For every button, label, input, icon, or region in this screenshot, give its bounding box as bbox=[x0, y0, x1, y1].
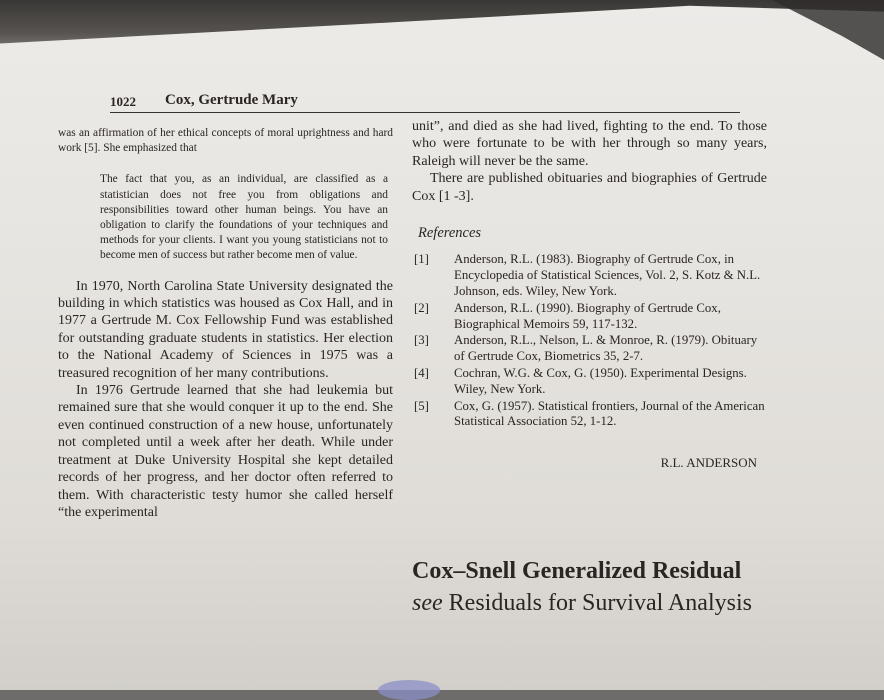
right-column bbox=[412, 118, 767, 472]
finger-shadow bbox=[378, 680, 440, 700]
reference-number: [2] bbox=[414, 300, 429, 315]
reference-text: Cochran, W.G. & Cox, G. (1950). Experimental Designs. Wiley, New York. bbox=[454, 366, 747, 396]
page-number: 1022 bbox=[110, 94, 136, 109]
reference-text: Cox, G. (1957). Statistical frontiers, Journal of the American Statistical Association 52, 1-12. bbox=[454, 398, 765, 429]
reference-number: [3] bbox=[414, 333, 429, 348]
paragraph-cox-hall: In 1970, North Carolina State University designated the building in which statistics was housed as Cox Hall, and in 1977 a Gertrude M. Cox Fellowship Fund was established for outstanding graduate students in statistics. Her election to the National Academy of Sciences in 1975 was a treasured recognition of her many contributions. bbox=[58, 278, 393, 381]
header-rule bbox=[110, 112, 740, 113]
reference-item bbox=[412, 252, 767, 299]
reference-text: Anderson, R.L., Nelson, L. & Monroe, R. (1979). Obituary of Gertrude Cox, Biometrics 35, 2-7. bbox=[454, 333, 758, 364]
paragraph-obituaries: There are published obituaries and biographies of Gertrude Cox [1 -3]. bbox=[412, 171, 767, 204]
continuation-text: unit”, and died as she had lived, fighting to the end. To those who were fortunate to be with her through so many years, Raleigh will never be the same. bbox=[412, 119, 767, 169]
see-also-line bbox=[412, 590, 752, 617]
see-word: see bbox=[412, 590, 443, 616]
left-column bbox=[58, 126, 393, 521]
reference-item bbox=[412, 366, 767, 398]
corner-shadow bbox=[744, 0, 884, 60]
running-head: Cox, Gertrude Mary bbox=[165, 92, 298, 108]
reference-number: [4] bbox=[414, 366, 429, 381]
reference-text: Anderson, R.L. (1990). Biography of Gertrude Cox, Biographical Memoirs 59, 117-132. bbox=[454, 300, 721, 331]
intro-text: was an affirmation of her ethical concepts of moral uprightness and hard work [5]. She emphasized that bbox=[58, 127, 393, 155]
reference-number: [5] bbox=[414, 398, 429, 413]
page-top-shadow bbox=[0, 0, 884, 58]
next-entry-title: Cox–Snell Generalized Residual bbox=[412, 558, 742, 584]
see-target: Residuals for Survival Analysis bbox=[448, 590, 752, 616]
reference-number: [1] bbox=[414, 252, 429, 267]
reference-item bbox=[412, 301, 767, 333]
reference-text: Anderson, R.L. (1983). Biography of Gertrude Cox, in Encyclopedia of Statistical Sciences, Vol. 2, S. Kotz & N.L. Johnson, eds. Wiley, New York. bbox=[454, 252, 761, 299]
references-heading: References bbox=[418, 225, 482, 242]
reference-item bbox=[412, 333, 767, 365]
reference-item bbox=[412, 399, 767, 431]
reference-list bbox=[412, 252, 767, 430]
author-signature: R.L. ANDERSON bbox=[660, 455, 757, 471]
block-quote: The fact that you, as an individual, are classified as a statistician does not free you from obligations and responsibilities toward other human beings. You have an obligation to clarify the foundations of your techniques and methods for your clients. I want you young statisticians not to become men of success but rather become men of value. bbox=[100, 173, 388, 262]
page-header bbox=[110, 92, 740, 118]
paragraph-leukemia: In 1976 Gertrude learned that she had leukemia but remained sure that she would conquer it up to the end. She even continued construction of a new house, unfortunately not completed until a week after her death. While under treatment at Duke University Hospital she kept detailed records of her progress, and her doctor often referred to them. With characteristic testy humor she called herself “the experimental bbox=[58, 383, 393, 520]
